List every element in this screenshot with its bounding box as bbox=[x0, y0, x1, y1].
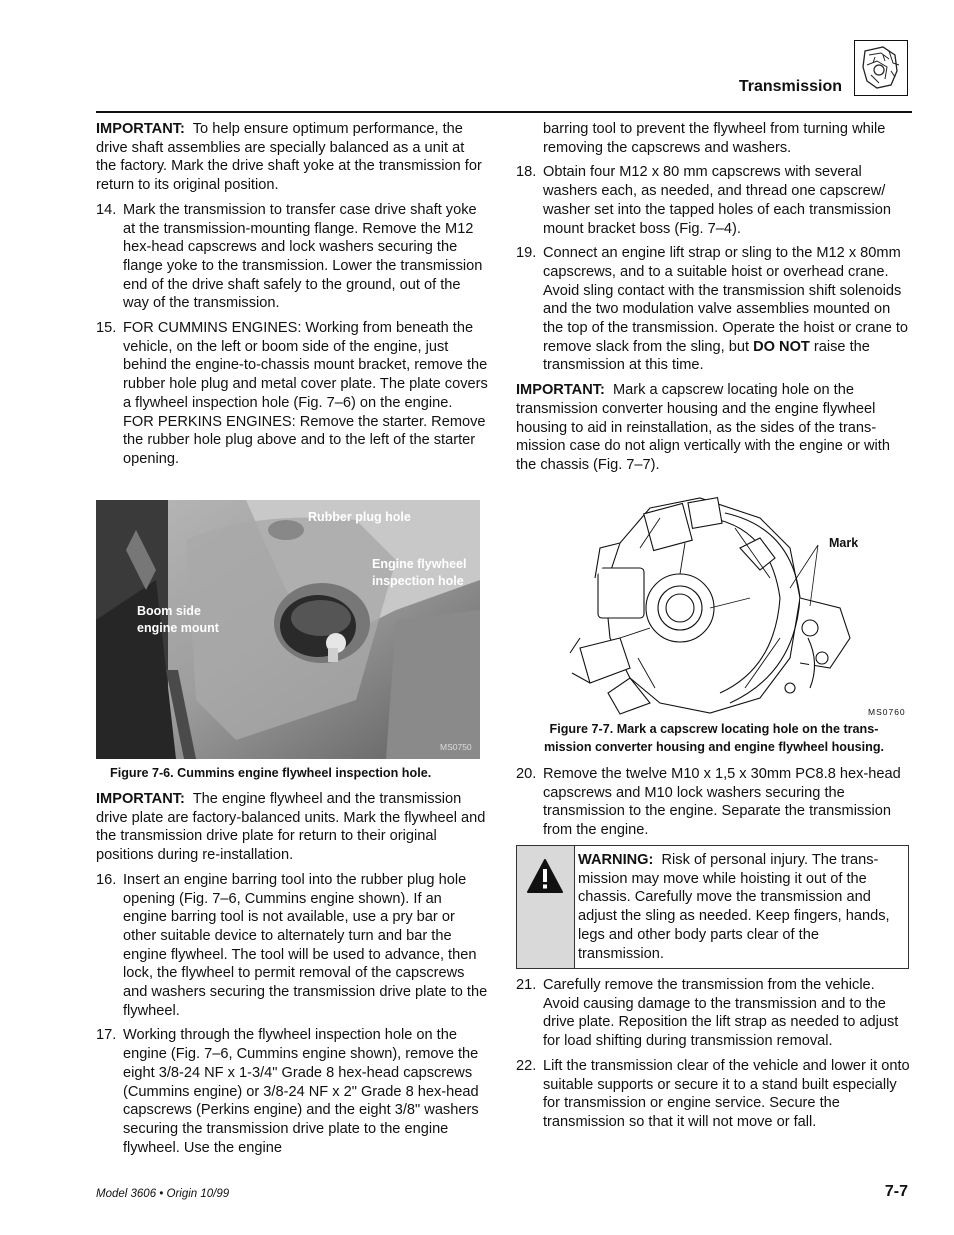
caption-line-1: Figure 7-7. Mark a capscrew locating hole on the trans- bbox=[549, 722, 879, 736]
step-15 bbox=[96, 319, 488, 469]
step-text: Remove the twelve M10 x 1,5 x 30mm PC8.8 hex-head capscrews and M10 lock washers securing the transmission to the engine. Separate the transmission from the engine. bbox=[543, 766, 901, 839]
step-text: Mark the transmission to transfer case drive shaft yoke at the transmission-mounting flange. Remove the M12 hex-head capscrews and lock washers securing the flange yoke to the transmission. Lower the transmission end of the drive shaft safely to the ground, out of the way of the transmission. bbox=[123, 201, 483, 312]
photo-label-boom-2: engine mount bbox=[137, 621, 219, 635]
step-14 bbox=[96, 201, 488, 313]
figure-7-7-diagram bbox=[560, 488, 910, 720]
left-column bbox=[96, 120, 488, 469]
section-title: Transmission bbox=[738, 78, 842, 95]
important-label: IMPORTANT: bbox=[96, 791, 185, 807]
step-number: 15. bbox=[96, 320, 117, 337]
important-note-3 bbox=[516, 381, 912, 475]
warning-triangle-icon bbox=[517, 846, 573, 906]
photo-label-rubber-plug: Rubber plug hole bbox=[308, 510, 411, 524]
step-22 bbox=[516, 1057, 912, 1132]
photo-label-boom-1: Boom side bbox=[137, 604, 201, 618]
step-21 bbox=[516, 976, 912, 1051]
right-column-lower bbox=[516, 976, 912, 1132]
warning-box bbox=[516, 845, 909, 969]
right-column bbox=[516, 120, 912, 475]
important-note-1 bbox=[96, 120, 488, 195]
warning-label: WARNING: bbox=[578, 852, 654, 868]
step-text: FOR CUMMINS ENGINES: Working from beneath the vehicle, on the left or boom side of the engine, just behind the engine-to-chassis mount bracket, remove the rubber hole plug and metal cover plate. The plate covers a flywheel inspection hole (Fig. 7–6) on the engine. bbox=[123, 320, 488, 411]
diagram-code: MS0760 bbox=[868, 707, 906, 717]
step-number: 22. bbox=[516, 1057, 537, 1074]
step-text: Obtain four M12 x 80 mm capscrews with several washers each, as needed, and thread one capscrew/ washer set into the tapped holes of each transmission mount bracket boss (Fig. 7–4). bbox=[543, 164, 892, 237]
step-17 bbox=[96, 1026, 488, 1157]
step-text: barring tool to prevent the flywheel from turning while removing the capscrews and washers. bbox=[543, 121, 886, 156]
step-text bbox=[543, 244, 912, 375]
caption-line-2: mission converter housing and engine flywheel housing. bbox=[543, 740, 885, 754]
header-rule bbox=[96, 111, 912, 113]
step-text-part: raise the transmission at this time. bbox=[543, 338, 870, 374]
step-text: Insert an engine barring tool into the rubber plug hole opening (Fig. 7–6, Cummins engine shown). If an engine barring tool is not available, use a pry bar or other suitable device to alternately turn and bar the engine flywheel. The tool will be used to advance, then lock, the flywheel to permit removal of the capscrews and washers securing the transmission drive plate to the flywheel. bbox=[123, 871, 488, 1019]
step-number: 20. bbox=[516, 766, 537, 782]
step-text: Lift the transmission clear of the vehicle and lower it onto suitable supports or secure it to a stand built especially for transmission or engine service. Secure the transmission so that it will not move or fall. bbox=[543, 1057, 910, 1130]
step-emphasis: DO NOT bbox=[753, 338, 810, 355]
step-number: 16. bbox=[96, 871, 117, 888]
important-label: IMPORTANT: bbox=[516, 382, 605, 399]
right-column-mid bbox=[516, 765, 912, 840]
step-text-perkins: FOR PERKINS ENGINES: Remove the starter. Remove the rubber hole plug above and to the left of the starter opening. bbox=[123, 413, 486, 467]
page-number: 7-7 bbox=[884, 1183, 908, 1200]
section-logo-icon bbox=[854, 40, 908, 96]
step-text-part: Connect an engine lift strap or sling to the M12 x 80mm capscrews, and to a suitable hoist or overhead crane. Avoid sling contact with the transmission shift solenoids and the two modulation valve assemblies mounted on the top of the transmission. Operate the hoist or crane to remove slack from the sling, but bbox=[543, 245, 909, 355]
photo-label-flywheel-2: inspection hole bbox=[372, 574, 464, 588]
step-19 bbox=[516, 244, 912, 375]
step-16 bbox=[96, 871, 488, 1021]
step-17-continued bbox=[516, 120, 912, 157]
step-text: Working through the flywheel inspection hole on the engine (Fig. 7–6, Cummins engine shown), remove the eight 3/8-24 NF x 1-3/4" Grade 8 hex-head capscrews (Cummins engine) or 3/8-24 NF x 2" Grade 8 hex-head capscrews (Perkins engine) and the eight 3/8" washers securing the transmission drive plate to the engine flywheel. Use the engine bbox=[123, 1027, 479, 1156]
warning-body: Risk of personal injury. The trans- mission may move while hoisting it out of the chassis. Carefully move the transmission and adjust the sling as needed. Keep fingers, hands, legs and other body parts clear of the transmission. bbox=[578, 852, 890, 962]
warning-text bbox=[578, 851, 906, 963]
figure-7-7-caption bbox=[516, 720, 912, 756]
left-column-lower bbox=[96, 790, 488, 1157]
step-number: 14. bbox=[96, 201, 117, 218]
figure-7-6-photo bbox=[96, 500, 480, 759]
step-number: 17. bbox=[96, 1027, 117, 1044]
diagram-label-mark: Mark bbox=[829, 536, 859, 550]
important-text: Mark a capscrew locating hole on the transmission converter housing and the engine flywheel housing to aid in reinstallation, as the sides of the trans- mission case do not align vertically with the engine or with the chassis (Fig. 7–7). bbox=[516, 382, 890, 473]
step-18 bbox=[516, 163, 912, 238]
important-note-2 bbox=[96, 790, 488, 865]
photo-label-flywheel-1: Engine flywheel bbox=[372, 557, 467, 571]
step-number: 19. bbox=[516, 245, 537, 262]
important-label: IMPORTANT: bbox=[96, 121, 185, 137]
footer-model: Model 3606 • Origin 10/99 bbox=[96, 1188, 230, 1200]
photo-code: MS0750 bbox=[440, 742, 472, 752]
step-number: 21. bbox=[516, 977, 537, 993]
step-number: 18. bbox=[516, 164, 537, 181]
important-text: The engine flywheel and the transmission drive plate are factory-balanced units. Mark the flywheel and the transmission drive plate for return to their original positions during re-installation. bbox=[96, 791, 486, 864]
step-20 bbox=[516, 765, 912, 840]
figure-7-6-caption: Figure 7-6. Cummins engine flywheel inspection hole. bbox=[110, 766, 432, 780]
warning-sidebar bbox=[517, 846, 575, 968]
important-text: To help ensure optimum performance, the drive shaft assemblies are specially balanced as a unit at the factory. Mark the drive shaft yoke at the transmission for return to its original position. bbox=[96, 121, 482, 194]
step-text: Carefully remove the transmission from the vehicle. Avoid causing damage to the transmission and to the drive plate. Reposition the lift strap as needed to adjust for load shifting during transmission removal. bbox=[543, 977, 899, 1050]
